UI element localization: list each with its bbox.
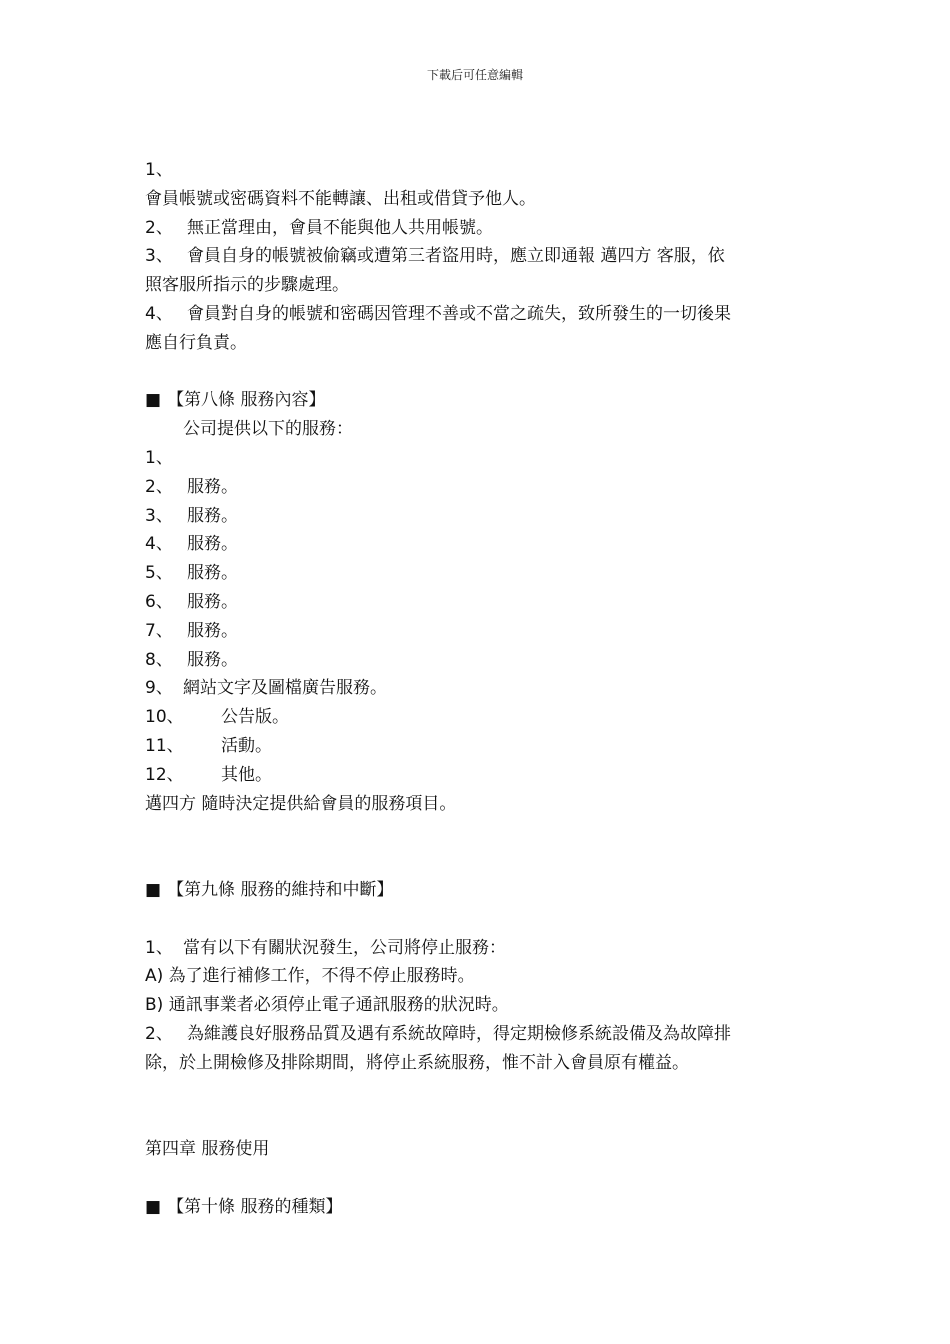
list-item [145,588,805,617]
square-bullet-icon: ■ [145,879,162,900]
list-item [145,1020,805,1049]
list-item-text: 服務。 [187,649,238,670]
list-item [145,530,805,559]
list-item-text: 無正當理由，會員不能與他人共用帳號。 [187,217,493,238]
list-item-number: 3、 [145,505,173,526]
list-item-number: 1、 [145,447,173,468]
list-item-number: 8、 [145,649,173,670]
section-title: 【第九條 服務的維持和中斷】 [167,879,394,900]
section-closing: 邁四方 隨時決定提供給會員的服務項目。 [145,793,457,814]
list-item-number: 2、 [145,1023,173,1044]
list-item-number: 5、 [145,563,173,584]
list-item-continuation: 照客服所指示的步驟處理。 [145,275,349,296]
paragraph: 會員帳號或密碼資料不能轉讓、出租或借貸予他人。 [145,188,536,209]
list-item [145,617,805,646]
list-item-number: 3、 [145,246,173,267]
list-item [145,703,805,732]
section-heading [145,386,805,415]
list-item-number: 4、 [145,303,173,324]
list-item [145,300,805,329]
square-bullet-icon: ■ [145,390,162,411]
list-item-number: 6、 [145,591,173,612]
list-item-text: 其他。 [221,764,272,785]
list-item-number: 2、 [145,217,173,238]
section-heading [145,1193,805,1222]
chapter-title: 第四章 服務使用 [145,1139,270,1160]
list-item-number: 12、 [145,764,184,785]
list-item-text: 服務。 [187,591,238,612]
list-item [145,646,805,675]
list-item-number: 10、 [145,707,184,728]
sub-item: B) 通訊事業者必須停止電子通訊服務的狀況時。 [145,995,509,1016]
list-item-text: 會員對自身的帳號和密碼因管理不善或不當之疏失，致所發生的一切後果 [187,303,731,324]
list-item-number: 7、 [145,620,173,641]
list-item-text: 活動。 [221,735,272,756]
section-title: 【第八條 服務內容】 [167,390,326,411]
list-item-number: 2、 [145,476,173,497]
list-item-text: 為維護良好服務品質及遇有系統故障時，得定期檢修系統設備及為故障排 [187,1023,731,1044]
list-item [145,761,805,790]
list-item-text: 網站文字及圖檔廣告服務。 [183,678,387,699]
list-item-text: 服務。 [187,563,238,584]
square-bullet-icon: ■ [145,1196,162,1217]
list-item [145,934,805,963]
list-item-text: 當有以下有關狀況發生，公司將停止服務： [183,937,506,958]
list-item-text: 公告版。 [221,707,289,728]
list-item-continuation: 應自行負責。 [145,332,247,353]
list-item-text: 服務。 [187,534,238,555]
sub-item: A) 為了進行補修工作，不得不停止服務時。 [145,966,475,987]
list-item [145,242,805,271]
list-item [145,732,805,761]
list-item-number: 1、 [145,160,173,180]
list-item [145,559,805,588]
list-item-number: 9、 [145,678,173,699]
list-item [145,674,805,703]
list-item-continuation: 除，於上開檢修及排除期間，將停止系統服務，惟不計入會員原有權益。 [145,1052,689,1073]
section-intro: 公司提供以下的服務： [183,419,353,440]
section-title: 【第十條 服務的種類】 [167,1196,343,1217]
list-item-number: 4、 [145,534,173,555]
list-item [145,473,805,502]
document-body [145,156,805,1221]
list-item-text: 服務。 [187,620,238,641]
list-item [145,502,805,531]
page-header: 下載后可任意編輯 [426,68,523,82]
list-item [145,214,805,243]
list-item [145,444,805,473]
list-item-text: 會員自身的帳號被偷竊或遭第三者盜用時，應立即通報 邁四方 客服，依 [187,246,725,267]
list-item-number: 11、 [145,735,184,756]
list-item-number: 1、 [145,937,173,958]
section-heading [145,876,805,905]
list-item-text: 服務。 [187,476,238,497]
services-list [145,444,805,790]
list-item-text: 服務。 [187,505,238,526]
